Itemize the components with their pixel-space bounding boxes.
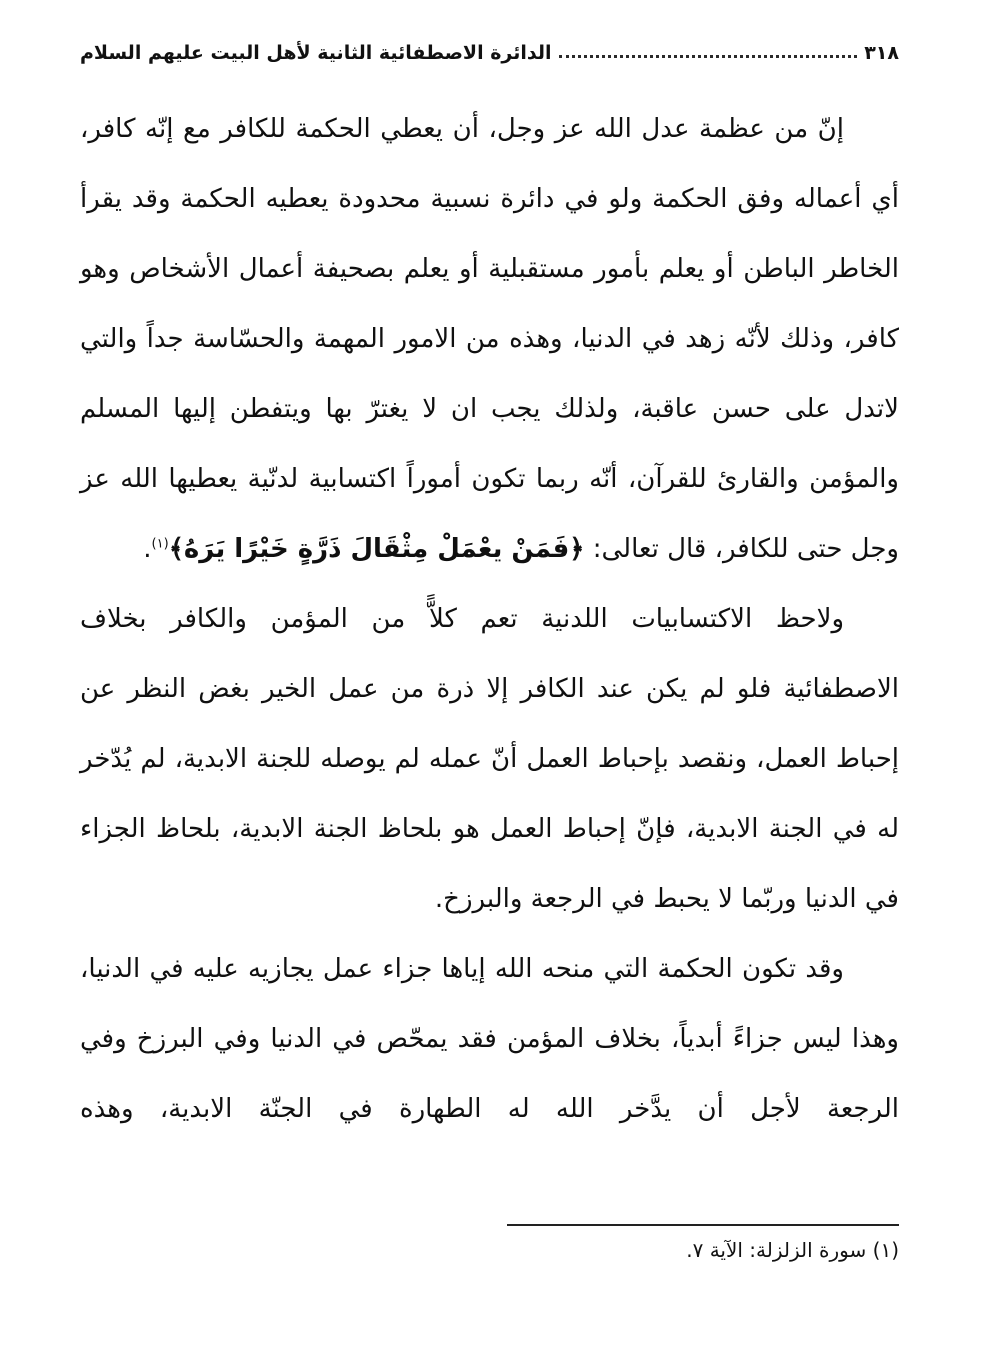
paragraph-2: ولاحظ الاكتسابيات اللدنية تعم كلاًّ من المؤمن والكافر بخلاف الاصطفائية فلو لم يكن عند الكافر إلا ذرة من عمل الخير بغض النظر عن إحباط العمل، ونقصد بإحباط العمل أنّ عمله لم يوصله للجنة الابدية، لم يُدّخر له في الجنة الابدية، فإنّ إحباط العمل هو بلحاظ الجنة الابدية، بلحاظ الجزاء في الدنيا وربّما لا يحبط في الرجعة والبرزخ. — [80, 604, 899, 914]
running-title: الدائرة الاصطفائية الثانية لأهل البيت عليهم السلام — [80, 42, 552, 64]
footnote-area — [80, 1224, 899, 1262]
page-number: ٣١٨ — [864, 42, 899, 64]
page-header — [80, 42, 899, 64]
footnote-separator — [507, 1224, 899, 1226]
dotted-leader — [559, 55, 858, 58]
quran-verse: ﴿فَمَنْ يعْمَلْ مِثْقَالَ ذَرَّةٍ خَيْرًا يَرَهُ﴾ — [168, 534, 585, 564]
body-text — [80, 94, 899, 1144]
paragraph-1-period: . — [143, 534, 152, 564]
paragraph-1 — [80, 94, 899, 584]
footnote-marker: (١) — [151, 536, 169, 552]
footnote-text: (١) سورة الزلزلة: الآية ٧. — [686, 1238, 899, 1262]
paragraph-3: وقد تكون الحكمة التي منحه الله إياها جزاء عمل يجازيه عليه في الدنيا، وهذا ليس جزاءً أبدياً، بخلاف المؤمن فقد يمحّص في الدنيا وفي البرزخ وفي الرجعة لأجل أن يدَّخر الله له الطهارة في الجنّة الابدية، وهذه — [80, 954, 899, 1124]
paragraph-1-text: إنّ من عظمة عدل الله عز وجل، أن يعطي الحكمة للكافر مع إنّه كافر، أي أعماله وفق الحكمة ولو في دائرة نسبية محدودة يعطيه الحكمة وقد يقرأ الخاطر الباطن أو يعلم بأمور مستقبلية أو يعلم بصحيفة أعمال الأشخاص وهو كافر، وذلك لأنّه زهد في الدنيا، وهذه من الامور المهمة والحسّاسة جداً والتي لاتدل على حسن عاقبة، ولذلك يجب ان لا يغترّ بها ويتفطن إليها المسلم والمؤمن والقارئ للقرآن، أنّه ربما تكون أموراً اكتسابية لدنّية يعطيها الله عز وجل حتى للكافر، قال تعالى: — [80, 114, 899, 564]
